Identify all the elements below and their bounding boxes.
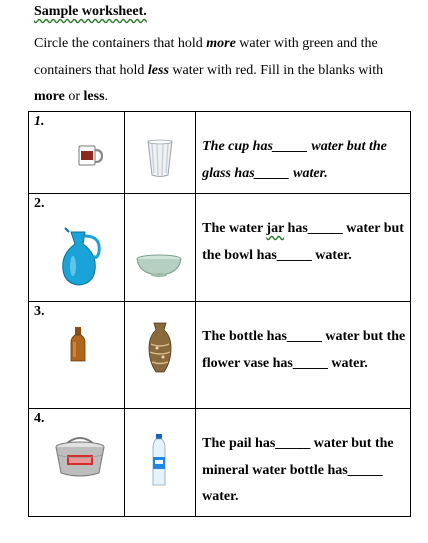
row-sentence bbox=[202, 216, 406, 269]
pail-icon bbox=[53, 433, 107, 479]
mug-icon bbox=[77, 142, 103, 168]
instructions-less-2: less bbox=[83, 89, 105, 104]
bowl-icon bbox=[135, 254, 183, 278]
bottle-icon bbox=[69, 326, 87, 362]
table-row bbox=[29, 409, 411, 517]
instructions-text-3: water with red. Fill in the blanks with bbox=[168, 62, 384, 78]
instructions-more-2: more bbox=[34, 89, 65, 104]
row-sentence: The pail has_____ water but the mineral water bottle has_____ water. bbox=[202, 436, 394, 504]
instructions-text-1: Circle the containers that hold bbox=[34, 36, 207, 51]
instructions bbox=[34, 31, 414, 111]
row-number: 4. bbox=[34, 411, 45, 426]
instructions-less-1: less bbox=[147, 62, 169, 78]
instructions-text-4: or bbox=[64, 89, 84, 104]
instructions-text-5: . bbox=[104, 89, 109, 104]
instructions-text-2: water with green and the containers that hold bbox=[34, 36, 378, 78]
row-number: 1. bbox=[34, 114, 45, 129]
row-number: 2. bbox=[34, 196, 45, 211]
flower-vase-icon bbox=[147, 322, 173, 374]
row-sentence: The bottle has_____ water but the flower vase has_____ water. bbox=[202, 329, 406, 371]
table-row bbox=[29, 194, 411, 302]
row-number: 3. bbox=[34, 304, 45, 319]
row-sentence-jar: jar bbox=[266, 221, 285, 236]
mineral-water-bottle-icon bbox=[151, 433, 167, 487]
row-sentence: The cup has_____ water but the glass has_____ water. bbox=[202, 139, 387, 181]
worksheet-title: Sample worksheet. bbox=[34, 4, 147, 19]
water-jar-icon bbox=[57, 226, 103, 288]
table-row bbox=[29, 112, 411, 194]
table-row bbox=[29, 302, 411, 409]
row-sentence-part-1: The water bbox=[202, 221, 267, 236]
instructions-more-1: more bbox=[206, 36, 236, 51]
glass-icon bbox=[146, 139, 174, 179]
worksheet-table bbox=[28, 111, 411, 517]
row-sentence-part-2: has_____ water but the bowl has_____ water. bbox=[202, 221, 404, 263]
